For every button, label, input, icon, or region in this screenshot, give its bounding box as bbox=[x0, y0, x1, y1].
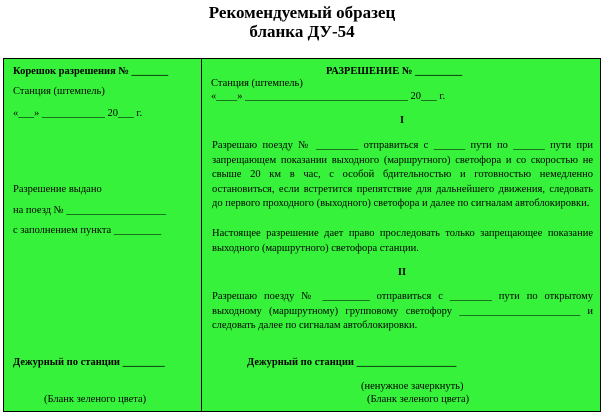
stub-train: на поезд № ___________________ bbox=[13, 205, 167, 216]
stub-issued: Разрешение выдано bbox=[13, 184, 102, 195]
permit-color-note: (Бланк зеленого цвета) bbox=[367, 394, 470, 405]
section-one-note: Настоящее разрешение дает право проследовать только запрещающее показание выходного (маршрутного) светофора станции. bbox=[212, 228, 593, 254]
permit-station: Станция (штемпель) bbox=[211, 78, 303, 89]
section-two-text: Разрешаю поезду № _________ отправиться с ________ пути по открытому выходному (маршрутному) групповому светофору _______________________ и следовать далее по сигналам автоблокировки. bbox=[212, 291, 593, 331]
permit-duty-officer: Дежурный по станции ___________________ bbox=[247, 357, 457, 368]
form-code-title: бланка ДУ-54 bbox=[249, 22, 355, 41]
permit-date: «____» _______________________________ 20___ г. bbox=[211, 91, 446, 102]
permit-title: РАЗРЕШЕНИЕ № _________ bbox=[326, 66, 463, 77]
stub-filled: с заполнением пункта _________ bbox=[13, 225, 162, 236]
section-two-number: II bbox=[397, 267, 407, 278]
stub-station: Станция (штемпель) bbox=[13, 86, 105, 97]
stub-date: «___» ____________ 20___ г. bbox=[13, 108, 143, 119]
stub-color-note: (Бланк зеленого цвета) bbox=[44, 394, 147, 405]
column-divider bbox=[201, 59, 202, 411]
section-one-number: I bbox=[399, 115, 405, 126]
stub-duty-officer: Дежурный по станции ________ bbox=[13, 357, 165, 368]
form-sample-title: Рекомендуемый образец bbox=[208, 3, 396, 22]
strike-out-note: (ненужное зачеркнуть) bbox=[361, 381, 464, 392]
stub-title: Корешок разрешения № _______ bbox=[13, 66, 169, 77]
green-form-blank bbox=[3, 58, 601, 412]
section-one-text: Разрешаю поезду № ________ отправиться с ______ пути по ______ пути при запрещающем показании выходного (маршрутного) светофора и со скоростью не свыше 20 км в час, с особой бдительностью и готовностью немедленно остановиться, если встретится препятствие для дальнейшего движения, следовать до первого проходного (выходного) светофора и далее по сигналам автоблокировки. bbox=[212, 140, 593, 209]
